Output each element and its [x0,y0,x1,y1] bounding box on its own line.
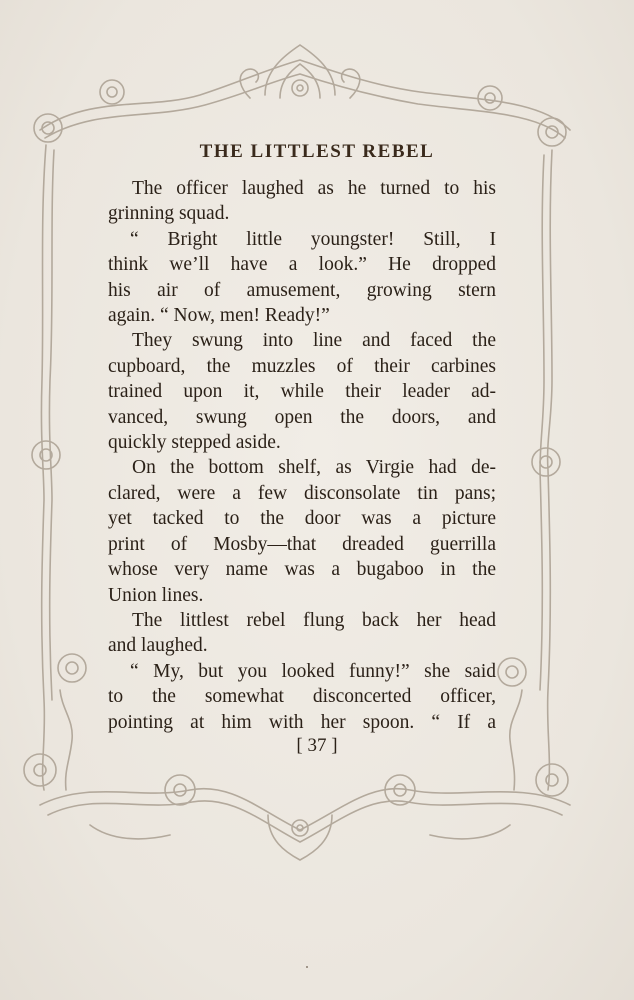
text-line: quickly stepped aside. [108,432,281,454]
text-line: They swung into line and faced the [132,330,496,352]
text-line: whose very name was a bugaboo in the [108,559,496,581]
text-line: pointing at him with her spoon. “ If a [108,711,496,733]
body-text [108,176,496,735]
page-number: [ 37 ] [296,735,338,756]
text-line: The officer laughed as he turned to his [132,178,496,199]
text-line: grinning squad. [108,203,230,225]
text-line: vanced, swung open the doors, and [108,406,496,428]
text-line: clared, were a few disconsolate tin pans; [108,482,496,504]
running-header: THE LITTLEST REBEL [199,141,435,162]
text-line: Union lines. [108,584,204,606]
text-line: and laughed. [108,635,208,657]
paper-speck [306,966,308,968]
text-line: again. “ Now, men! Ready!” [108,305,330,327]
text-line: yet tacked to the door was a picture [108,508,496,530]
text-line: his air of amusement, growing stern [108,279,496,301]
text-line: On the bottom shelf, as Virgie had de- [132,457,496,479]
text-line: think we’ll have a look.” He dropped [108,254,496,276]
text-line: cupboard, the muzzles of their carbines [108,355,496,377]
text-line: print of Mosby—that dreaded guerrilla [108,533,496,555]
text-line: “ Bright little youngster! Still, I [130,228,496,250]
text-line: The littlest rebel flung back her head [132,609,496,631]
text-line: “ My, but you looked funny!” she said [130,660,496,682]
text-line: trained upon it, while their leader ad- [108,381,496,403]
text-line: to the somewhat disconcerted officer, [108,686,496,708]
